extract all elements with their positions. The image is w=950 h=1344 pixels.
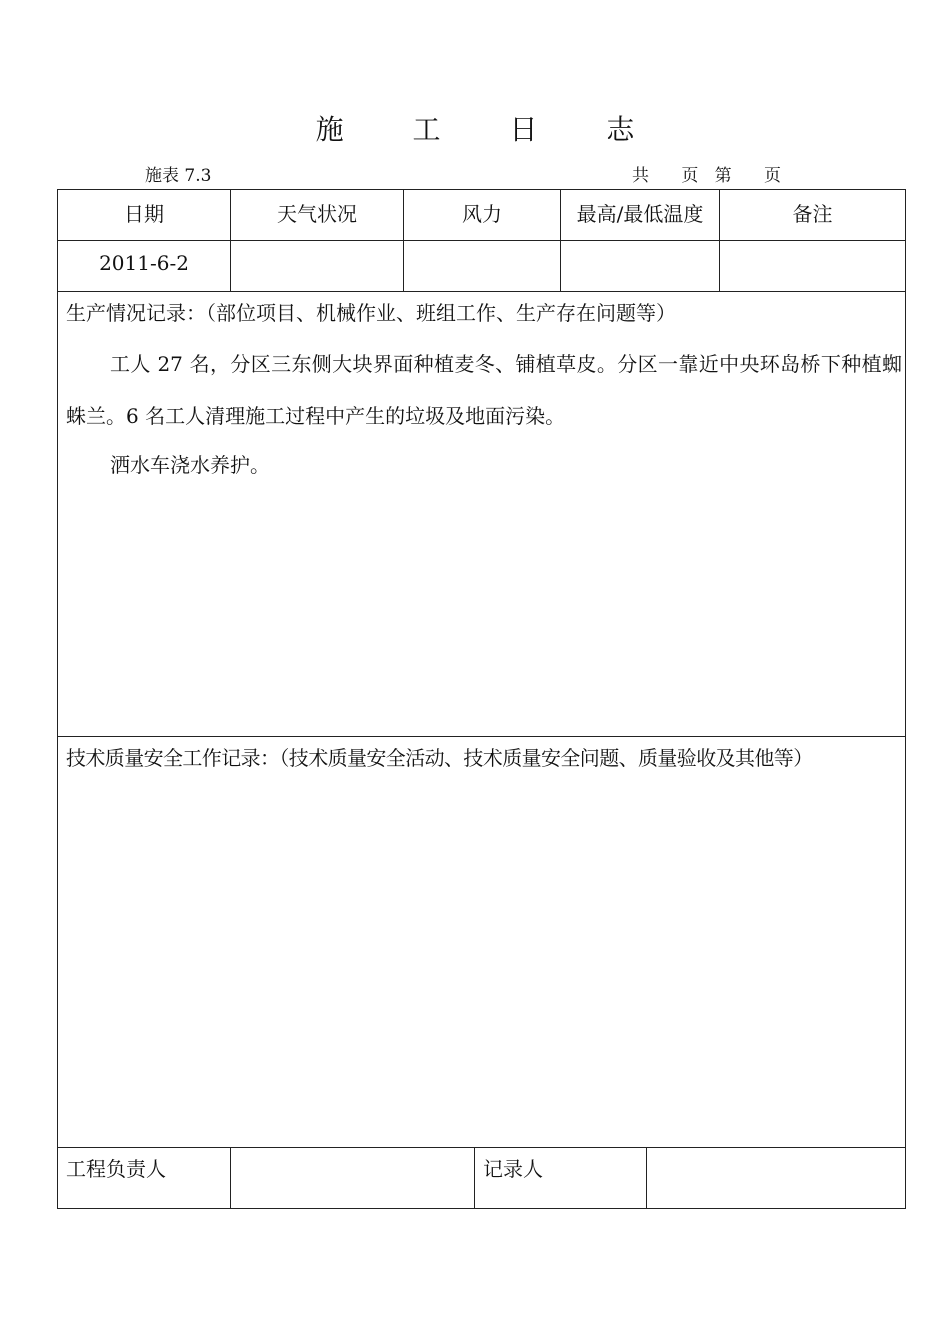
weather-value[interactable]	[230, 240, 404, 292]
production-paragraph-1: 工人 27 名，分区三东侧大块界面种植麦冬、铺植草皮。分区一靠近中央环岛桥下种植蜘蛛兰。6 名工人清理施工过程中产生的垃圾及地面污染。	[66, 352, 902, 428]
remarks-value[interactable]	[719, 240, 906, 292]
technical-heading: 技术质量安全工作记录：（技术质量安全活动、技术质量安全问题、质量验收及其他等）	[66, 746, 813, 770]
production-heading: 生产情况记录：（部位项目、机械作业、班组工作、生产存在问题等）	[66, 301, 676, 325]
header-remarks: 备注	[719, 189, 906, 241]
header-weather: 天气状况	[230, 189, 404, 241]
engineer-value[interactable]	[230, 1147, 475, 1209]
header-date: 日期	[57, 189, 231, 241]
recorder-label: 记录人	[474, 1147, 647, 1209]
technical-section[interactable]	[57, 736, 906, 1148]
page-info: 共 页 第 页	[632, 166, 782, 186]
header-wind: 风力	[403, 189, 561, 241]
wind-value[interactable]	[403, 240, 561, 292]
header-temperature: 最高/最低温度	[560, 189, 720, 241]
recorder-value[interactable]	[646, 1147, 906, 1209]
temperature-value[interactable]	[560, 240, 720, 292]
engineer-label: 工程负责人	[57, 1147, 231, 1209]
production-paragraph-2: 洒水车浇水养护。	[110, 453, 270, 477]
document-title: 施 工 日 志	[315, 113, 665, 146]
date-value[interactable]: 2011-6-2	[57, 240, 231, 292]
form-number: 施表 7.3	[145, 166, 212, 186]
